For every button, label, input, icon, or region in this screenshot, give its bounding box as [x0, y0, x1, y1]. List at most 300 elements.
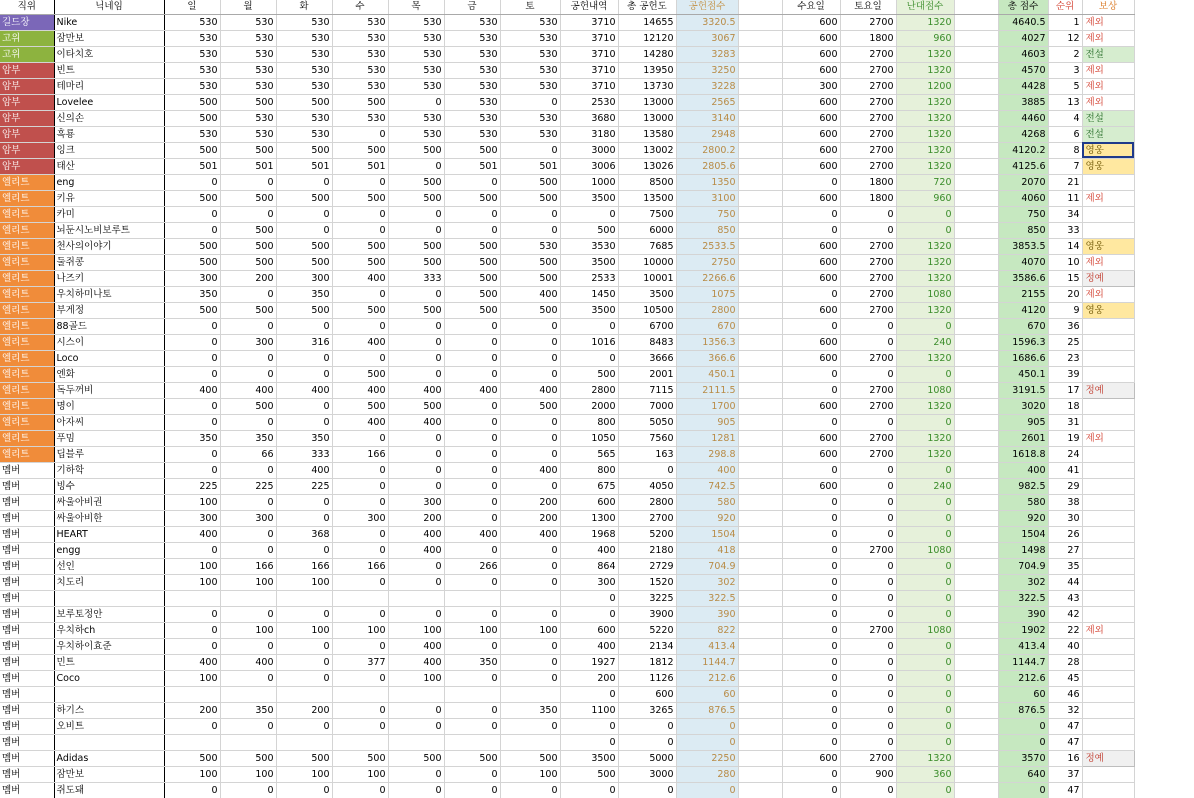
cell-nickname[interactable] — [54, 686, 164, 702]
cell-day-fri[interactable]: 0 — [444, 462, 500, 478]
cell-day-sat[interactable]: 0 — [500, 718, 560, 734]
cell-day-fri[interactable]: 0 — [444, 542, 500, 558]
cell-contribution-score[interactable]: 704.9 — [676, 558, 738, 574]
cell-blank-col-2[interactable] — [954, 206, 998, 222]
cell-rank[interactable]: 16 — [1048, 750, 1082, 766]
cell-contribution-history[interactable]: 0 — [560, 734, 618, 750]
cell-day-sat[interactable]: 0 — [500, 334, 560, 350]
cell-day-thu[interactable]: 500 — [388, 142, 444, 158]
cell-contribution-history[interactable]: 3500 — [560, 750, 618, 766]
cell-day-sun[interactable]: 0 — [164, 318, 220, 334]
cell-day-mon[interactable]: 500 — [220, 238, 276, 254]
cell-raid-score[interactable]: 1320 — [896, 142, 954, 158]
cell-day-fri[interactable]: 0 — [444, 718, 500, 734]
cell-day-tue[interactable]: 100 — [276, 766, 332, 782]
cell-rank[interactable]: 9 — [1048, 302, 1082, 318]
cell-reward[interactable]: 영웅 — [1082, 238, 1134, 254]
header-rank[interactable]: 순위 — [1048, 0, 1082, 14]
cell-blank-col[interactable] — [738, 398, 782, 414]
cell-day-mon[interactable]: 0 — [220, 670, 276, 686]
cell-total-score[interactable]: 3885 — [998, 94, 1048, 110]
cell-total-score[interactable]: 850 — [998, 222, 1048, 238]
cell-rank[interactable]: 18 — [1048, 398, 1082, 414]
cell-day-tue[interactable]: 530 — [276, 110, 332, 126]
cell-total-score[interactable]: 580 — [998, 494, 1048, 510]
cell-blank-col[interactable] — [738, 30, 782, 46]
cell-blank-col[interactable] — [738, 446, 782, 462]
cell-reward[interactable]: 정예 — [1082, 750, 1134, 766]
cell-day-thu[interactable]: 333 — [388, 270, 444, 286]
cell-day-thu[interactable]: 500 — [388, 750, 444, 766]
cell-blank-col[interactable] — [738, 414, 782, 430]
cell-day-sat[interactable]: 530 — [500, 30, 560, 46]
cell-contribution-history[interactable]: 3710 — [560, 30, 618, 46]
cell-day-thu[interactable] — [388, 590, 444, 606]
cell-contribution-score[interactable]: 750 — [676, 206, 738, 222]
cell-day-thu[interactable]: 400 — [388, 414, 444, 430]
cell-day-fri[interactable]: 0 — [444, 318, 500, 334]
cell-nickname[interactable]: 나즈키 — [54, 270, 164, 286]
cell-raid-score[interactable]: 1320 — [896, 254, 954, 270]
cell-day-mon[interactable]: 500 — [220, 190, 276, 206]
cell-day-tue[interactable]: 0 — [276, 718, 332, 734]
cell-saturday[interactable]: 2700 — [840, 94, 896, 110]
cell-nickname[interactable]: 잠만보 — [54, 30, 164, 46]
cell-day-fri[interactable]: 500 — [444, 238, 500, 254]
cell-total-contribution[interactable]: 1126 — [618, 670, 676, 686]
cell-total-score[interactable]: 450.1 — [998, 366, 1048, 382]
cell-rank[interactable]: 32 — [1048, 702, 1082, 718]
cell-wednesday[interactable]: 0 — [782, 638, 840, 654]
cell-saturday[interactable]: 0 — [840, 318, 896, 334]
cell-rank[interactable]: 26 — [1048, 526, 1082, 542]
cell-rank[interactable]: 13 — [1048, 94, 1082, 110]
cell-saturday[interactable]: 0 — [840, 510, 896, 526]
cell-day-fri[interactable] — [444, 686, 500, 702]
cell-saturday[interactable]: 0 — [840, 478, 896, 494]
cell-nickname[interactable]: 카미 — [54, 206, 164, 222]
cell-reward[interactable]: 제외 — [1082, 78, 1134, 94]
cell-total-contribution[interactable]: 13002 — [618, 142, 676, 158]
cell-day-sat[interactable]: 0 — [500, 430, 560, 446]
cell-day-fri[interactable]: 530 — [444, 46, 500, 62]
cell-wednesday[interactable]: 0 — [782, 510, 840, 526]
cell-wednesday[interactable]: 600 — [782, 126, 840, 142]
cell-blank-col[interactable] — [738, 766, 782, 782]
cell-day-mon[interactable]: 200 — [220, 270, 276, 286]
cell-day-tue[interactable]: 316 — [276, 334, 332, 350]
cell-contribution-history[interactable]: 1300 — [560, 510, 618, 526]
cell-blank-col-2[interactable] — [954, 414, 998, 430]
cell-total-score[interactable]: 4570 — [998, 62, 1048, 78]
cell-day-tue[interactable]: 225 — [276, 478, 332, 494]
cell-day-sat[interactable]: 530 — [500, 110, 560, 126]
cell-day-wed[interactable]: 500 — [332, 398, 388, 414]
cell-rank-role[interactable]: 멤버 — [0, 734, 54, 750]
cell-rank-role[interactable]: 멤버 — [0, 654, 54, 670]
cell-total-score[interactable]: 390 — [998, 606, 1048, 622]
cell-saturday[interactable]: 2700 — [840, 286, 896, 302]
cell-total-score[interactable]: 2070 — [998, 174, 1048, 190]
cell-day-wed[interactable]: 530 — [332, 62, 388, 78]
cell-day-wed[interactable]: 0 — [332, 670, 388, 686]
cell-day-thu[interactable]: 0 — [388, 702, 444, 718]
header-raid-score[interactable]: 난대점수 — [896, 0, 954, 14]
cell-day-tue[interactable]: 0 — [276, 174, 332, 190]
cell-day-tue[interactable]: 0 — [276, 318, 332, 334]
cell-nickname[interactable]: 민트 — [54, 654, 164, 670]
cell-blank-col-2[interactable] — [954, 238, 998, 254]
cell-saturday[interactable]: 0 — [840, 462, 896, 478]
cell-raid-score[interactable]: 1320 — [896, 126, 954, 142]
cell-day-wed[interactable] — [332, 686, 388, 702]
cell-day-thu[interactable]: 0 — [388, 766, 444, 782]
cell-nickname[interactable]: 신의손 — [54, 110, 164, 126]
cell-contribution-history[interactable]: 300 — [560, 574, 618, 590]
cell-reward[interactable]: 정예 — [1082, 382, 1134, 398]
cell-day-mon[interactable]: 100 — [220, 574, 276, 590]
cell-raid-score[interactable]: 720 — [896, 174, 954, 190]
cell-day-mon[interactable]: 500 — [220, 750, 276, 766]
cell-nickname[interactable]: 우치하미나토 — [54, 286, 164, 302]
cell-day-sat[interactable]: 530 — [500, 14, 560, 30]
cell-reward[interactable] — [1082, 478, 1134, 494]
cell-total-contribution[interactable]: 5220 — [618, 622, 676, 638]
cell-day-sat[interactable]: 100 — [500, 622, 560, 638]
cell-raid-score[interactable]: 0 — [896, 574, 954, 590]
cell-day-tue[interactable]: 0 — [276, 206, 332, 222]
cell-day-tue[interactable]: 0 — [276, 638, 332, 654]
cell-day-wed[interactable] — [332, 590, 388, 606]
cell-day-wed[interactable]: 400 — [332, 270, 388, 286]
cell-day-sun[interactable] — [164, 686, 220, 702]
cell-day-sat[interactable]: 500 — [500, 302, 560, 318]
cell-day-sat[interactable]: 0 — [500, 782, 560, 798]
cell-rank-role[interactable]: 멤버 — [0, 670, 54, 686]
cell-blank-col[interactable] — [738, 366, 782, 382]
cell-raid-score[interactable]: 0 — [896, 206, 954, 222]
cell-day-fri[interactable]: 500 — [444, 302, 500, 318]
cell-day-wed[interactable]: 500 — [332, 302, 388, 318]
cell-total-contribution[interactable]: 5050 — [618, 414, 676, 430]
cell-day-mon[interactable]: 0 — [220, 366, 276, 382]
cell-rank-role[interactable]: 멤버 — [0, 686, 54, 702]
cell-day-sun[interactable]: 400 — [164, 382, 220, 398]
cell-raid-score[interactable]: 1320 — [896, 350, 954, 366]
cell-reward[interactable] — [1082, 366, 1134, 382]
cell-raid-score[interactable]: 0 — [896, 734, 954, 750]
cell-reward[interactable] — [1082, 606, 1134, 622]
cell-reward[interactable] — [1082, 590, 1134, 606]
cell-day-thu[interactable]: 200 — [388, 510, 444, 526]
cell-contribution-history[interactable]: 0 — [560, 590, 618, 606]
cell-rank[interactable]: 28 — [1048, 654, 1082, 670]
cell-total-contribution[interactable]: 7560 — [618, 430, 676, 446]
cell-day-sun[interactable]: 225 — [164, 478, 220, 494]
cell-total-contribution[interactable]: 14655 — [618, 14, 676, 30]
cell-contribution-score[interactable]: 3140 — [676, 110, 738, 126]
cell-raid-score[interactable]: 1080 — [896, 286, 954, 302]
cell-rank[interactable]: 23 — [1048, 350, 1082, 366]
cell-day-sat[interactable]: 0 — [500, 542, 560, 558]
cell-total-contribution[interactable]: 10500 — [618, 302, 676, 318]
cell-raid-score[interactable]: 1200 — [896, 78, 954, 94]
cell-day-sat[interactable]: 530 — [500, 78, 560, 94]
cell-blank-col[interactable] — [738, 270, 782, 286]
cell-day-thu[interactable]: 0 — [388, 446, 444, 462]
cell-nickname[interactable]: 빈트 — [54, 62, 164, 78]
cell-contribution-score[interactable]: 413.4 — [676, 638, 738, 654]
cell-reward[interactable] — [1082, 702, 1134, 718]
cell-blank-col[interactable] — [738, 590, 782, 606]
cell-nickname[interactable]: Nike — [54, 14, 164, 30]
cell-total-score[interactable]: 670 — [998, 318, 1048, 334]
cell-day-thu[interactable]: 0 — [388, 574, 444, 590]
cell-total-contribution[interactable]: 12120 — [618, 30, 676, 46]
cell-saturday[interactable]: 2700 — [840, 254, 896, 270]
cell-saturday[interactable]: 0 — [840, 526, 896, 542]
cell-saturday[interactable]: 0 — [840, 734, 896, 750]
cell-rank[interactable]: 35 — [1048, 558, 1082, 574]
cell-total-contribution[interactable]: 8483 — [618, 334, 676, 350]
cell-day-fri[interactable]: 501 — [444, 158, 500, 174]
cell-blank-col[interactable] — [738, 702, 782, 718]
cell-blank-col-2[interactable] — [954, 430, 998, 446]
cell-contribution-history[interactable]: 500 — [560, 366, 618, 382]
cell-total-contribution[interactable]: 14280 — [618, 46, 676, 62]
cell-raid-score[interactable]: 1320 — [896, 446, 954, 462]
cell-total-contribution[interactable]: 3000 — [618, 766, 676, 782]
cell-wednesday[interactable]: 0 — [782, 606, 840, 622]
cell-nickname[interactable]: engg — [54, 542, 164, 558]
cell-day-sun[interactable]: 350 — [164, 430, 220, 446]
cell-blank-col-2[interactable] — [954, 190, 998, 206]
cell-rank[interactable]: 3 — [1048, 62, 1082, 78]
cell-blank-col[interactable] — [738, 318, 782, 334]
cell-day-mon[interactable]: 500 — [220, 222, 276, 238]
cell-wednesday[interactable]: 600 — [782, 30, 840, 46]
cell-day-thu[interactable]: 530 — [388, 46, 444, 62]
cell-raid-score[interactable]: 0 — [896, 702, 954, 718]
cell-blank-col-2[interactable] — [954, 46, 998, 62]
cell-rank-role[interactable]: 멤버 — [0, 478, 54, 494]
cell-contribution-score[interactable]: 905 — [676, 414, 738, 430]
cell-day-sat[interactable]: 530 — [500, 46, 560, 62]
cell-wednesday[interactable]: 600 — [782, 190, 840, 206]
cell-reward[interactable]: 전설 — [1082, 46, 1134, 62]
cell-raid-score[interactable]: 0 — [896, 606, 954, 622]
cell-blank-col-2[interactable] — [954, 702, 998, 718]
cell-blank-col-2[interactable] — [954, 638, 998, 654]
cell-day-thu[interactable]: 0 — [388, 558, 444, 574]
cell-blank-col-2[interactable] — [954, 766, 998, 782]
cell-day-tue[interactable]: 530 — [276, 14, 332, 30]
cell-contribution-score[interactable]: 366.6 — [676, 350, 738, 366]
cell-rank[interactable]: 5 — [1048, 78, 1082, 94]
cell-day-thu[interactable]: 0 — [388, 782, 444, 798]
cell-rank[interactable]: 45 — [1048, 670, 1082, 686]
cell-day-thu[interactable]: 530 — [388, 110, 444, 126]
cell-contribution-history[interactable]: 2533 — [560, 270, 618, 286]
cell-day-sun[interactable]: 400 — [164, 526, 220, 542]
cell-blank-col[interactable] — [738, 206, 782, 222]
cell-day-fri[interactable]: 530 — [444, 126, 500, 142]
cell-day-thu[interactable]: 530 — [388, 62, 444, 78]
cell-contribution-score[interactable]: 3067 — [676, 30, 738, 46]
cell-day-fri[interactable]: 266 — [444, 558, 500, 574]
cell-saturday[interactable]: 2700 — [840, 350, 896, 366]
cell-day-tue[interactable]: 400 — [276, 382, 332, 398]
cell-day-sat[interactable]: 530 — [500, 62, 560, 78]
cell-wednesday[interactable]: 600 — [782, 14, 840, 30]
cell-saturday[interactable]: 1800 — [840, 174, 896, 190]
cell-day-tue[interactable]: 0 — [276, 494, 332, 510]
cell-raid-score[interactable]: 0 — [896, 782, 954, 798]
cell-day-tue[interactable]: 500 — [276, 94, 332, 110]
cell-rank-role[interactable]: 암부 — [0, 110, 54, 126]
cell-rank-role[interactable]: 엘리트 — [0, 174, 54, 190]
cell-day-mon[interactable]: 400 — [220, 654, 276, 670]
cell-wednesday[interactable]: 600 — [782, 94, 840, 110]
cell-rank[interactable]: 44 — [1048, 574, 1082, 590]
cell-day-sat[interactable]: 530 — [500, 126, 560, 142]
cell-rank-role[interactable]: 멤버 — [0, 702, 54, 718]
cell-nickname[interactable]: 뇌둔시노비보루트 — [54, 222, 164, 238]
cell-blank-col[interactable] — [738, 222, 782, 238]
cell-blank-col-2[interactable] — [954, 574, 998, 590]
cell-total-score[interactable]: 920 — [998, 510, 1048, 526]
cell-day-thu[interactable]: 0 — [388, 334, 444, 350]
cell-reward[interactable]: 제외 — [1082, 622, 1134, 638]
cell-nickname[interactable]: HEART — [54, 526, 164, 542]
cell-saturday[interactable]: 0 — [840, 574, 896, 590]
cell-contribution-score[interactable]: 1281 — [676, 430, 738, 446]
cell-contribution-history[interactable]: 3500 — [560, 302, 618, 318]
cell-day-wed[interactable]: 0 — [332, 318, 388, 334]
cell-reward[interactable]: 제외 — [1082, 190, 1134, 206]
cell-day-mon[interactable]: 0 — [220, 174, 276, 190]
cell-total-score[interactable]: 982.5 — [998, 478, 1048, 494]
cell-total-contribution[interactable]: 7685 — [618, 238, 676, 254]
cell-day-sat[interactable]: 0 — [500, 206, 560, 222]
cell-rank[interactable]: 39 — [1048, 366, 1082, 382]
cell-total-contribution[interactable]: 13026 — [618, 158, 676, 174]
cell-total-score[interactable]: 3191.5 — [998, 382, 1048, 398]
header-blank-col[interactable] — [738, 0, 782, 14]
cell-day-wed[interactable]: 0 — [332, 638, 388, 654]
cell-nickname[interactable]: 시스이 — [54, 334, 164, 350]
cell-day-tue[interactable]: 530 — [276, 46, 332, 62]
cell-nickname[interactable]: 88골드 — [54, 318, 164, 334]
cell-nickname[interactable]: 이타치호 — [54, 46, 164, 62]
cell-total-contribution[interactable]: 1520 — [618, 574, 676, 590]
cell-blank-col[interactable] — [738, 734, 782, 750]
cell-nickname[interactable]: 독두꺼비 — [54, 382, 164, 398]
cell-rank-role[interactable]: 엘리트 — [0, 414, 54, 430]
cell-rank-role[interactable]: 암부 — [0, 94, 54, 110]
cell-total-score[interactable]: 4120.2 — [998, 142, 1048, 158]
cell-saturday[interactable]: 0 — [840, 494, 896, 510]
cell-day-mon[interactable]: 300 — [220, 334, 276, 350]
cell-wednesday[interactable]: 0 — [782, 494, 840, 510]
cell-blank-col[interactable] — [738, 462, 782, 478]
cell-day-wed[interactable]: 166 — [332, 446, 388, 462]
cell-total-score[interactable]: 302 — [998, 574, 1048, 590]
cell-day-mon[interactable] — [220, 686, 276, 702]
cell-day-thu[interactable]: 500 — [388, 238, 444, 254]
cell-day-mon[interactable]: 530 — [220, 78, 276, 94]
cell-day-tue[interactable]: 0 — [276, 398, 332, 414]
cell-day-fri[interactable] — [444, 590, 500, 606]
cell-contribution-score[interactable]: 742.5 — [676, 478, 738, 494]
cell-day-fri[interactable]: 0 — [444, 350, 500, 366]
cell-day-thu[interactable]: 530 — [388, 126, 444, 142]
cell-reward[interactable] — [1082, 718, 1134, 734]
cell-rank-role[interactable]: 엘리트 — [0, 286, 54, 302]
cell-raid-score[interactable]: 1320 — [896, 94, 954, 110]
cell-day-fri[interactable]: 530 — [444, 62, 500, 78]
cell-day-fri[interactable]: 500 — [444, 286, 500, 302]
cell-rank[interactable]: 33 — [1048, 222, 1082, 238]
cell-contribution-score[interactable]: 1075 — [676, 286, 738, 302]
cell-rank[interactable]: 15 — [1048, 270, 1082, 286]
cell-reward[interactable] — [1082, 782, 1134, 798]
cell-day-tue[interactable]: 500 — [276, 254, 332, 270]
cell-day-wed[interactable]: 0 — [332, 782, 388, 798]
cell-raid-score[interactable]: 1320 — [896, 270, 954, 286]
cell-rank[interactable]: 47 — [1048, 734, 1082, 750]
cell-day-tue[interactable]: 0 — [276, 222, 332, 238]
cell-nickname[interactable]: 우치하ch — [54, 622, 164, 638]
cell-nickname[interactable]: 보루토정안 — [54, 606, 164, 622]
cell-rank-role[interactable]: 멤버 — [0, 782, 54, 798]
cell-day-tue[interactable]: 500 — [276, 142, 332, 158]
cell-reward[interactable]: 제외 — [1082, 94, 1134, 110]
cell-saturday[interactable]: 0 — [840, 670, 896, 686]
cell-raid-score[interactable]: 240 — [896, 478, 954, 494]
cell-rank[interactable]: 17 — [1048, 382, 1082, 398]
cell-day-sat[interactable]: 0 — [500, 478, 560, 494]
cell-nickname[interactable]: 선인 — [54, 558, 164, 574]
cell-wednesday[interactable]: 600 — [782, 254, 840, 270]
cell-day-thu[interactable]: 500 — [388, 190, 444, 206]
cell-day-mon[interactable] — [220, 734, 276, 750]
cell-blank-col-2[interactable] — [954, 670, 998, 686]
cell-wednesday[interactable]: 0 — [782, 318, 840, 334]
cell-total-score[interactable]: 2155 — [998, 286, 1048, 302]
cell-contribution-history[interactable]: 565 — [560, 446, 618, 462]
header-day-mon[interactable]: 월 — [220, 0, 276, 14]
cell-day-fri[interactable]: 0 — [444, 510, 500, 526]
cell-contribution-score[interactable]: 850 — [676, 222, 738, 238]
cell-blank-col-2[interactable] — [954, 286, 998, 302]
cell-day-thu[interactable]: 0 — [388, 366, 444, 382]
cell-day-tue[interactable]: 0 — [276, 542, 332, 558]
cell-contribution-history[interactable]: 3680 — [560, 110, 618, 126]
cell-day-mon[interactable]: 225 — [220, 478, 276, 494]
cell-day-mon[interactable]: 530 — [220, 46, 276, 62]
cell-total-contribution[interactable]: 7000 — [618, 398, 676, 414]
header-total-contribution[interactable]: 총 공헌도 — [618, 0, 676, 14]
cell-day-sat[interactable]: 500 — [500, 254, 560, 270]
cell-rank-role[interactable]: 멤버 — [0, 718, 54, 734]
cell-contribution-score[interactable]: 280 — [676, 766, 738, 782]
cell-rank-role[interactable]: 멤버 — [0, 462, 54, 478]
cell-rank[interactable]: 10 — [1048, 254, 1082, 270]
cell-contribution-score[interactable]: 60 — [676, 686, 738, 702]
cell-blank-col-2[interactable] — [954, 718, 998, 734]
cell-day-wed[interactable]: 530 — [332, 14, 388, 30]
